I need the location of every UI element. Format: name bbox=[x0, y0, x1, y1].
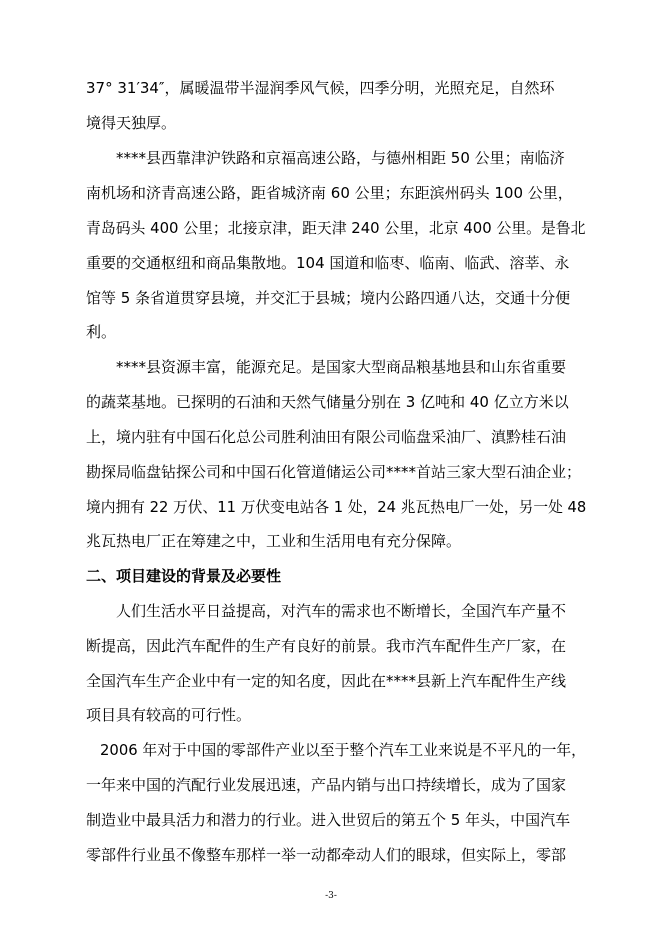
paragraph-4-line-4: 项目具有较高的可行性。 bbox=[86, 706, 252, 724]
paragraph-4-line-2: 断提高，因此汽车配件的生产有良好的前景。我市汽车配件生产厂家，在 bbox=[86, 637, 567, 655]
paragraph-2-line-1: ****县西靠津沪铁路和京福高速公路，与德州相距 50 公里；南临济 bbox=[116, 149, 565, 167]
paragraph-1-line-2: 境得天独厚。 bbox=[86, 114, 177, 132]
paragraph-2-line-3: 青岛码头 400 公里；北接京津，距天津 240 公里，北京 400 公里。是鲁北 bbox=[86, 219, 586, 237]
page-number: -3- bbox=[325, 891, 337, 901]
paragraph-3-line-1: ****县资源丰富，能源充足。是国家大型商品粮基地县和山东省重要 bbox=[116, 358, 567, 376]
section-heading: 二、项目建设的背景及必要性 bbox=[86, 567, 282, 585]
paragraph-5-line-4: 零部件行业虽不像整车那样一举一动都牵动人们的眼球，但实际上，零部 bbox=[86, 846, 567, 864]
paragraph-2-line-5: 馆等 5 条省道贯穿县境，并交汇于县城；境内公路四通八达，交通十分便 bbox=[86, 289, 571, 307]
paragraph-5-line-3: 制造业中最具活力和潜力的行业。进入世贸后的第五个 5 年头，中国汽车 bbox=[86, 811, 571, 829]
paragraph-3-line-6: 兆瓦热电厂正在筹建之中，工业和生活用电有充分保障。 bbox=[86, 532, 462, 550]
paragraph-3-line-4: 勘探局临盘钻探公司和中国石化管道储运公司****首站三家大型石油企业； bbox=[86, 463, 582, 481]
paragraph-3-line-5: 境内拥有 22 万伏、11 万伏变电站各 1 处，24 兆瓦热电厂一处，另一处 48 bbox=[86, 498, 587, 516]
paragraph-2-line-4: 重要的交通枢纽和商品集散地。104 国道和临枣、临南、临武、溶莘、永 bbox=[86, 254, 570, 272]
paragraph-5-line-1: 2006 年对于中国的零部件产业以至于整个汽车工业来说是不平凡的一年， bbox=[100, 741, 586, 759]
paragraph-3-line-2: 的蔬菜基地。已探明的石油和天然气储量分别在 3 亿吨和 40 亿立方米以 bbox=[86, 393, 569, 411]
paragraph-4-line-1: 人们生活水平日益提高，对汽车的需求也不断增长，全国汽车产量不 bbox=[116, 602, 567, 620]
paragraph-4-line-3: 全国汽车生产企业中有一定的知名度，因此在****县新上汽车配件生产线 bbox=[86, 672, 567, 690]
paragraph-1-line-1: 37° 31′34″，属暖温带半湿润季风气候，四季分明，光照充足，自然环 bbox=[86, 79, 555, 97]
paragraph-5-line-2: 一年来中国的汽配行业发展迅速，产品内销与出口持续增长，成为了国家 bbox=[86, 776, 567, 794]
paragraph-2-line-6: 利。 bbox=[86, 323, 117, 341]
paragraph-3-line-3: 上，境内驻有中国石化总公司胜利油田有限公司临盘采油厂、滇黔桂石油 bbox=[86, 428, 567, 446]
paragraph-2-line-2: 南机场和济青高速公路，距省城济南 60 公里；东距滨州码头 100 公里， bbox=[86, 184, 573, 202]
